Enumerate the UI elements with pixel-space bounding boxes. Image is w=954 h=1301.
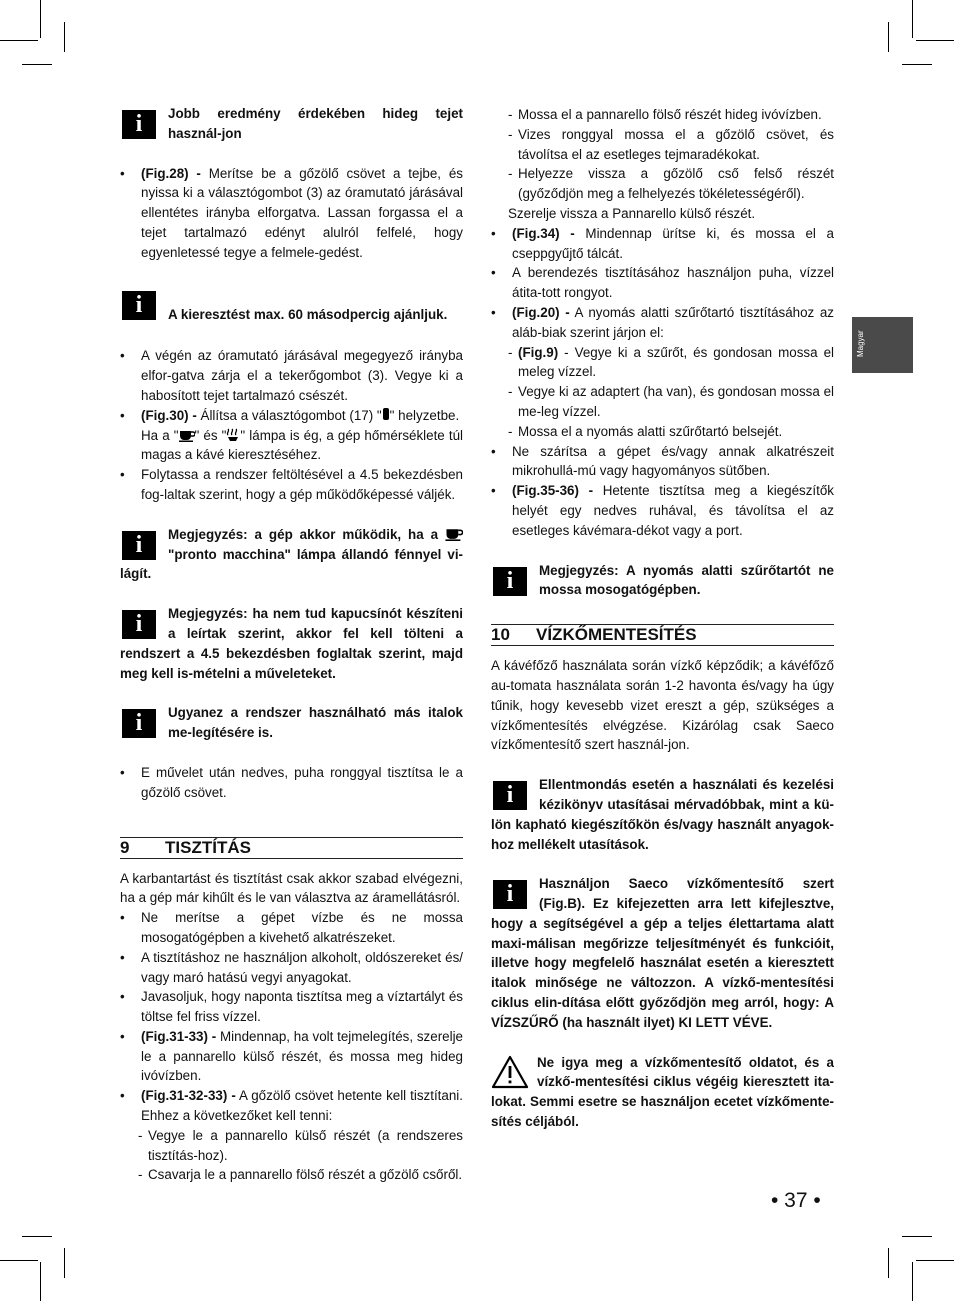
list-item	[508, 125, 834, 165]
list-item	[120, 164, 463, 263]
item-text: Vizes ronggyal mossa el a gőzölő csövet, és távolítsa el az esetleges tejmaradékokat.	[518, 126, 834, 162]
fig-ref: (Fig.28) -	[141, 165, 201, 181]
list-item	[120, 465, 463, 505]
item-text: Csavarja le a pannarello fölső részét a gőzölő csőről.	[148, 1167, 463, 1183]
list-item	[120, 1027, 463, 1086]
bullet-list	[120, 763, 463, 803]
fig-ref: (Fig.30) -	[141, 407, 197, 423]
crop-mark	[0, 40, 38, 41]
info-icon: i	[122, 110, 156, 139]
crop-mark	[0, 1260, 38, 1261]
item-text: Mossa el a pannarello fölső részét hideg ivóvízben.	[518, 107, 822, 122]
list-item	[491, 481, 834, 540]
info-icon: i	[493, 880, 527, 909]
dash-list	[508, 105, 834, 204]
crop-mark	[916, 40, 954, 41]
item-text: " lámpa is ég, a gép hőmérséklete túl magas a kávé kieresztéséhez.	[141, 427, 464, 463]
list-item	[120, 908, 463, 948]
fig-ref: (Fig.31-32-33) -	[141, 1088, 236, 1104]
list-item	[120, 346, 463, 405]
dash-list	[508, 343, 834, 442]
item-text: Ne szárítsa a gépet és/vagy annak alkatrészeit mikrohullá-mú vagy hagyományos sütőben.	[512, 443, 834, 479]
bullet-list	[491, 442, 834, 541]
item-text: A nyomás alatti szűrőtartó tisztításához az aláb-biak szerint járjon el:	[512, 304, 834, 340]
language-tab-label: Magyar	[856, 330, 865, 357]
info-icon: i	[122, 709, 156, 738]
fig-ref: (Fig.9)	[518, 344, 559, 360]
item-text: Ne merítse a gépet vízbe és ne mossa mosogatógépben a kivehető alkatrészeket.	[141, 910, 463, 945]
item-text: Mindennap ürítse ki, és mossa el a cseppgyűjtő tálcát.	[512, 225, 835, 261]
list-item	[491, 224, 834, 264]
crop-mark	[912, 1262, 913, 1301]
info-icon: i	[122, 531, 156, 560]
list-item	[120, 763, 463, 803]
list-item	[120, 406, 463, 465]
list-item	[508, 382, 834, 422]
info-icon: i	[122, 291, 156, 320]
bullet-list	[491, 224, 834, 343]
bullet-list	[120, 346, 463, 504]
fig-ref: (Fig.31-33) -	[141, 1028, 217, 1044]
fig-ref: (Fig.20) -	[512, 304, 570, 320]
list-item	[491, 303, 834, 343]
steam-icon	[226, 428, 240, 442]
list-item	[491, 263, 834, 303]
crop-mark	[64, 22, 65, 52]
crop-mark	[888, 22, 889, 52]
item-text: E művelet után nedves, puha ronggyal tisztítsa le a gőzölő csövet.	[141, 764, 463, 800]
note-text: Használjon Saeco vízkőmentesítő szert (Fig.B). Ez kifejezetten arra lett kifejlesztve, hogy a segítségével a gép a teljes élettartama alatt maxi-málisan megőrizze teljesítményét és funkcióit, illetve hogy megfelelő használat esetén a kieresztett italok minősége ne változzon. A vízkő-mentesítési ciklus elin-dítása előtt győződjön meg arról, hogy: A VÍZSZŰRŐ (ha használt ilyet) KI LETT VÉVE.	[491, 876, 834, 1030]
language-tab	[852, 317, 913, 373]
list-item	[120, 948, 463, 988]
info-note	[120, 604, 463, 683]
crop-mark	[902, 64, 932, 65]
section-number: 9	[120, 837, 130, 857]
note-text: "pronto macchina" lámpa állandó fénnyel vi-lágít.	[120, 546, 463, 582]
item-text: Javasoljuk, hogy naponta tisztítsa meg a víztartályt és töltse fel friss vízzel.	[141, 989, 463, 1025]
item-text: A tisztításhoz ne használjon alkoholt, oldószereket és/ vagy maró hatású vegyi anyagokat.	[141, 949, 463, 985]
note-text: Megjegyzés: a gép akkor működik, ha a	[168, 526, 445, 542]
item-text: Merítse be a gőzölő csövet a tejbe, és nyissa ki a választógombot (3) az óramutató járásával ellentétes irányba elforgatva. Lassan forgassa el a tejet tartalmazó edényt alulról felfelé, hogy egyenletessé tegye a felmele-gedést.	[141, 165, 463, 260]
bullet-list	[120, 164, 463, 263]
item-text: Ha a "	[141, 427, 179, 443]
list-item	[508, 164, 834, 204]
right-column	[491, 105, 834, 1132]
crop-mark	[912, 0, 913, 38]
coffee-cup-icon	[179, 428, 195, 442]
crop-mark	[22, 64, 52, 65]
list-item	[138, 1165, 463, 1185]
bullet-list	[120, 908, 463, 1126]
info-note	[120, 104, 463, 144]
note-text: Megjegyzés: A nyomás alatti szűrőtartót ne mossa mosogatógépben.	[539, 562, 834, 598]
info-note	[491, 561, 834, 601]
section-title: TISZTÍTÁS	[165, 837, 251, 857]
info-icon: i	[493, 781, 527, 810]
crop-mark	[888, 1248, 889, 1278]
list-item	[120, 987, 463, 1027]
item-text: A berendezés tisztításához használjon puha, vízzel átita-tott rongyot.	[512, 265, 834, 301]
fig-ref: (Fig.35-36) -	[512, 483, 594, 499]
coffee-cup-icon	[445, 526, 463, 541]
item-text: " és "	[194, 427, 227, 443]
steam-position-icon	[382, 408, 390, 422]
item-text: Mossa el a nyomás alatti szűrőtartó belsejét.	[518, 423, 783, 439]
paragraph: Szerelje vissza a Pannarello külső részét.	[508, 205, 756, 221]
note-text: Ne igya meg a vízkőmentesítő oldatot, és a vízkő-mentesítési ciklus végéig kieresztett ita-lokat. Semmi esetre se használjon ecetet vízkőmente-sítés céljából.	[491, 1054, 834, 1130]
item-text: A gőzölő csövet hetente kell tisztítani. Ehhez a következőket kell tenni:	[141, 1088, 463, 1124]
left-column	[120, 104, 463, 1185]
info-note	[120, 703, 463, 743]
item-text: - Vegye ki a szűrőt, és gondosan mossa el meleg vízzel.	[518, 344, 834, 380]
info-note	[491, 775, 834, 854]
section-heading	[491, 624, 834, 646]
item-text: Mindennap, ha volt tejmelegítés, szerelje le a pannarello külső részét, és mossa meg hideg ivóvízben.	[141, 1028, 463, 1084]
crop-mark	[902, 1236, 932, 1237]
fig-ref: (Fig.34) -	[512, 225, 575, 241]
section-intro: A karbantartást és tisztítást csak akkor szabad elvégezni, ha a gép már kihűlt és le van választva az áramellátásról.	[120, 870, 463, 906]
item-text: Hetente tisztítsa meg a kiegészítők helyét egy nedves ruhával, és távolítsa el az esetleges kávémara-dékot vagy a port.	[512, 483, 834, 538]
list-item	[491, 442, 834, 482]
crop-mark	[916, 1260, 954, 1261]
item-text: Állítsa a választógombot (17) "	[196, 407, 382, 423]
item-text: Folytassa a rendszer feltöltésével a 4.5 bekezdésben fog-laltak szerint, hogy a gép működőképessé váljék.	[141, 467, 463, 502]
page-number: • 37 •	[771, 1189, 821, 1212]
note-text: Jobb eredmény érdekében hideg tejet használ-jon	[168, 106, 463, 141]
item-text: A végén az óramutató járásával megegyező irányba elfor-gatva zárja el a tekerőgombot (3). Vegye ki a habosított tejet tartalmazó csészét.	[141, 348, 463, 403]
section-number: 10	[491, 625, 510, 645]
info-note	[120, 289, 463, 325]
crop-mark	[64, 1248, 65, 1278]
list-item	[508, 105, 834, 125]
info-icon: i	[122, 610, 156, 639]
section-heading	[120, 837, 463, 859]
note-text: Ugyanez a rendszer használható más italok me-legítésére is.	[168, 705, 463, 741]
dash-list	[138, 1126, 463, 1185]
note-text: Megjegyzés: ha nem tud kapucsínót készíteni a leírtak szerint, akkor fel kell tölteni a rendszert a 4.5 bekezdésben foglaltak szerint, majd meg kell is-mételni a műveleteket.	[120, 606, 463, 681]
list-item	[508, 343, 834, 383]
item-text: " helyzetbe.	[389, 407, 460, 423]
section-title: VÍZKŐMENTESÍTÉS	[536, 625, 697, 645]
crop-mark	[22, 1236, 52, 1237]
note-text: A kieresztést max. 60 másodpercig ajánljuk.	[168, 306, 448, 322]
crop-mark	[40, 0, 41, 38]
note-text: Ellentmondás esetén a használati és kezelési kézikönyv utasításai mérvadóbbak, mint a kü-lön kapható kiegészítőkön és/vagy használt anyagok-hoz mellékelt utasítások.	[491, 777, 834, 852]
warning-note	[491, 1053, 834, 1132]
crop-mark	[40, 1262, 41, 1301]
info-icon: i	[493, 567, 527, 596]
list-item	[508, 422, 834, 442]
item-text: Vegye ki az adaptert (ha van), és gondosan mossa el me-leg vízzel.	[518, 384, 834, 419]
warning-icon	[491, 1055, 529, 1089]
info-note	[120, 525, 463, 584]
list-item	[120, 1086, 463, 1126]
section-intro: A kávéfőző használata során vízkő képződik; a kávéfőző au-tomata használata során 1-2 havonta és/vagy ha úgy tűnik, hogy kevesebb vizet ereszt a gép, szükséges a vízkőmentesítés elvégzése. Kizárólag csak Saeco vízkőmentesítő szert használ-jon.	[491, 658, 834, 753]
list-item	[138, 1126, 463, 1166]
info-note	[491, 874, 834, 1032]
item-text: Helyezze vissza a gőzölő cső felső részét (győződjön meg a felhelyezés tökéletességéről).	[518, 166, 834, 202]
item-text: Vegye le a pannarello külső részét (a rendszeres tisztítás-hoz).	[148, 1127, 463, 1163]
